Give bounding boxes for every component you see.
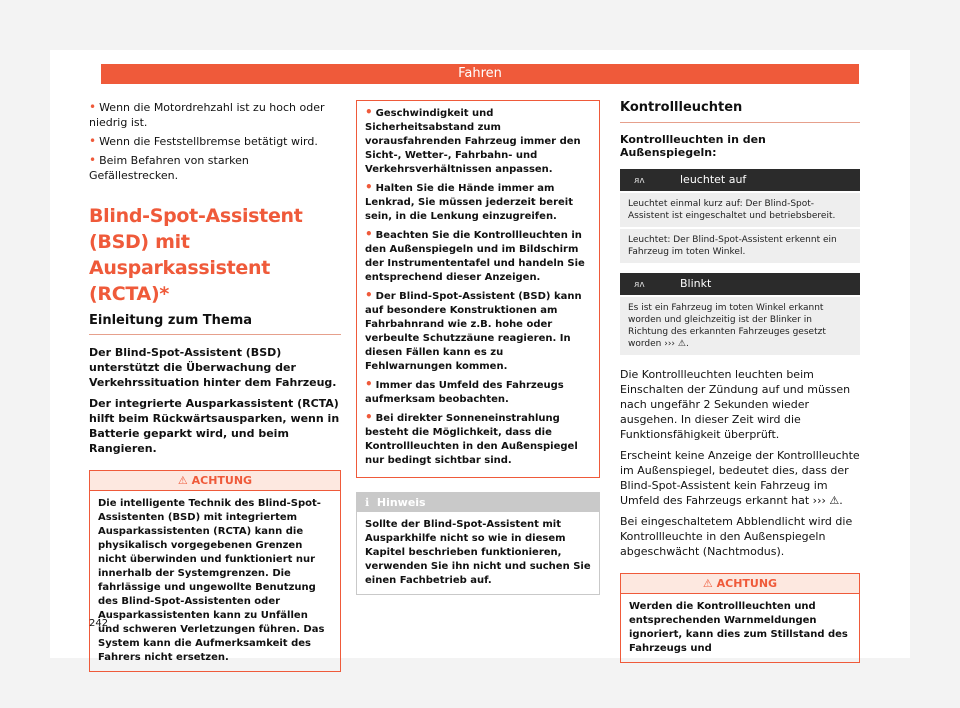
column-middle	[356, 100, 600, 595]
warning-list-box	[356, 100, 600, 478]
lamp-label: Blinkt	[680, 277, 712, 290]
list-item: • Beachten Sie die Kontrollleuchten in den Außenspiegeln und im Bildschirm der Instrumententafel und handeln Sie entsprechend dieser Anzeigen.	[365, 227, 585, 283]
section-subtitle: Einleitung zum Thema	[89, 313, 341, 335]
list-item: • Immer das Umfeld des Fahrzeugs aufmerksam beobachten.	[365, 377, 564, 405]
bullet-icon: •	[365, 180, 373, 194]
blind-spot-lamp-icon: ᴙᴧ	[634, 176, 645, 186]
section-title: Kontrollleuchten	[620, 100, 860, 123]
info-icon: ℹ	[365, 496, 370, 509]
bullet-icon: •	[365, 105, 373, 119]
warning-header: ⚠ ACHTUNG	[621, 574, 859, 594]
chapter-header: Fahren	[101, 64, 859, 84]
warning-icon: ⚠	[177, 474, 188, 487]
body-text: Die Kontrollleuchten leuchten beim Einschalten der Zündung auf und müssen nach ungefähr 2 Sekunden wieder ausgehen. In dieser Zeit wird die Funktionsfähigkeit überprüft. Erscheint keine Anzeige der Kontrollleuchte im Außenspiegel, bedeutet dies, dass der Blind-Spot-Assistent kein Fahrzeug im Umfeld des Fahrzeugs erkannt hat ››› ⚠. Bei eingeschaltetem Abblendlicht wird die Kontrollleuchte in den Außenspiegeln abgeschwächt (Nachtmodus).	[620, 368, 860, 558]
bullet-icon: •	[89, 134, 97, 148]
list-item: • Wenn die Feststellbremse betätigt wird.	[89, 134, 318, 148]
column-left	[89, 100, 341, 672]
bullet-icon: •	[89, 100, 97, 114]
warning-box	[620, 573, 860, 663]
intro-text: Der Blind-Spot-Assistent (BSD) unterstützt die Überwachung der Verkehrssituation hinter dem Fahrzeug. Der integrierte Ausparkassistent (RCTA) hilft beim Rückwärtsausparken, wenn in Batterie geparkt wird, und beim Rangieren.	[89, 346, 340, 455]
bullet-icon: •	[365, 410, 373, 424]
list-item: • Halten Sie die Hände immer am Lenkrad, Sie müssen jederzeit bereit sein, in die Lenkung einzugreifen.	[365, 180, 573, 222]
warning-icon: ⚠	[702, 577, 713, 590]
lamp-row: Es ist ein Fahrzeug im toten Winkel erkannt worden und gleichzeitig ist der Blinker in Richtung des erkannten Fahrzeuges gesetzt worden ››› ⚠.	[620, 297, 860, 355]
lamp-row: Leuchtet einmal kurz auf: Der Blind-Spot-Assistent ist eingeschaltet und betriebsbereit.	[620, 193, 860, 227]
column-right	[620, 100, 860, 663]
page-number: 242	[89, 618, 109, 629]
section-subtitle: Kontrollleuchten in den Außenspiegeln:	[620, 133, 766, 159]
list-item: • Wenn die Motordrehzahl ist zu hoch oder niedrig ist.	[89, 100, 325, 129]
lamp-table-1	[620, 169, 860, 263]
list-item: • Geschwindigkeit und Sicherheitsabstand zum vorausfahrenden Fahrzeug immer den Sicht-, Wetter-, Fahrbahn- und Verkehrsverhältnissen anpassen.	[365, 105, 581, 175]
warning-box	[89, 470, 341, 672]
bullet-icon: •	[365, 377, 373, 391]
bullet-icon: •	[89, 153, 97, 167]
list-item: • Beim Befahren von starken Gefällestrecken.	[89, 153, 249, 182]
lamp-label: leuchtet auf	[680, 173, 747, 186]
note-box	[356, 492, 600, 595]
note-text: Sollte der Blind-Spot-Assistent mit Ausparkhilfe nicht so wie in diesem Kapitel beschrieben funktionieren, verwenden Sie ihn nicht und suchen Sie einen Fachbetrieb auf.	[365, 519, 591, 586]
lamp-row: Leuchtet: Der Blind-Spot-Assistent erkennt ein Fahrzeug im toten Winkel.	[620, 229, 860, 263]
bullet-icon: •	[365, 288, 373, 302]
warning-header: ⚠ ACHTUNG	[90, 471, 340, 491]
section-title: Blind-Spot-Assistent (BSD) mit Ausparkassistent (RCTA)*	[89, 205, 303, 305]
bullet-icon: •	[365, 227, 373, 241]
blind-spot-lamp-icon: ᴙᴧ	[634, 280, 645, 290]
lamp-table-2	[620, 273, 860, 355]
list-item: • Bei direkter Sonneneinstrahlung besteht die Möglichkeit, dass die Kontrollleuchten in den Außenspiegel nur bedingt sichtbar sind.	[365, 410, 578, 466]
note-header: ℹ Hinweis	[357, 493, 599, 512]
warning-text: Werden die Kontrollleuchten und entsprechenden Warnmeldungen ignoriert, kann dies zum Stillstand des Fahrzeugs und	[629, 601, 848, 654]
list-item: • Der Blind-Spot-Assistent (BSD) kann auf besondere Konstruktionen am Fahrbahnrand wie z.B. hohe oder verbeulte Schutzzäune reagieren. In diesen Fällen kann es zu Fehlwarnungen kommen.	[365, 288, 582, 372]
warning-text: Die intelligente Technik des Blind-Spot-Assistenten (BSD) mit integriertem Ausparkassistenten (RCTA) kann die physikalisch vorgegebenen Grenzen nicht überwinden und funktioniert nur innerhalb der Systemgrenzen. Die fahrlässige und ungewollte Benutzung des Blind-Spot-Assistenten oder Ausparkassistenten kann zu Unfällen und schweren Verletzungen führen. Das System kann die Aufmerksamkeit des Fahrers nicht ersetzen.	[98, 498, 325, 663]
